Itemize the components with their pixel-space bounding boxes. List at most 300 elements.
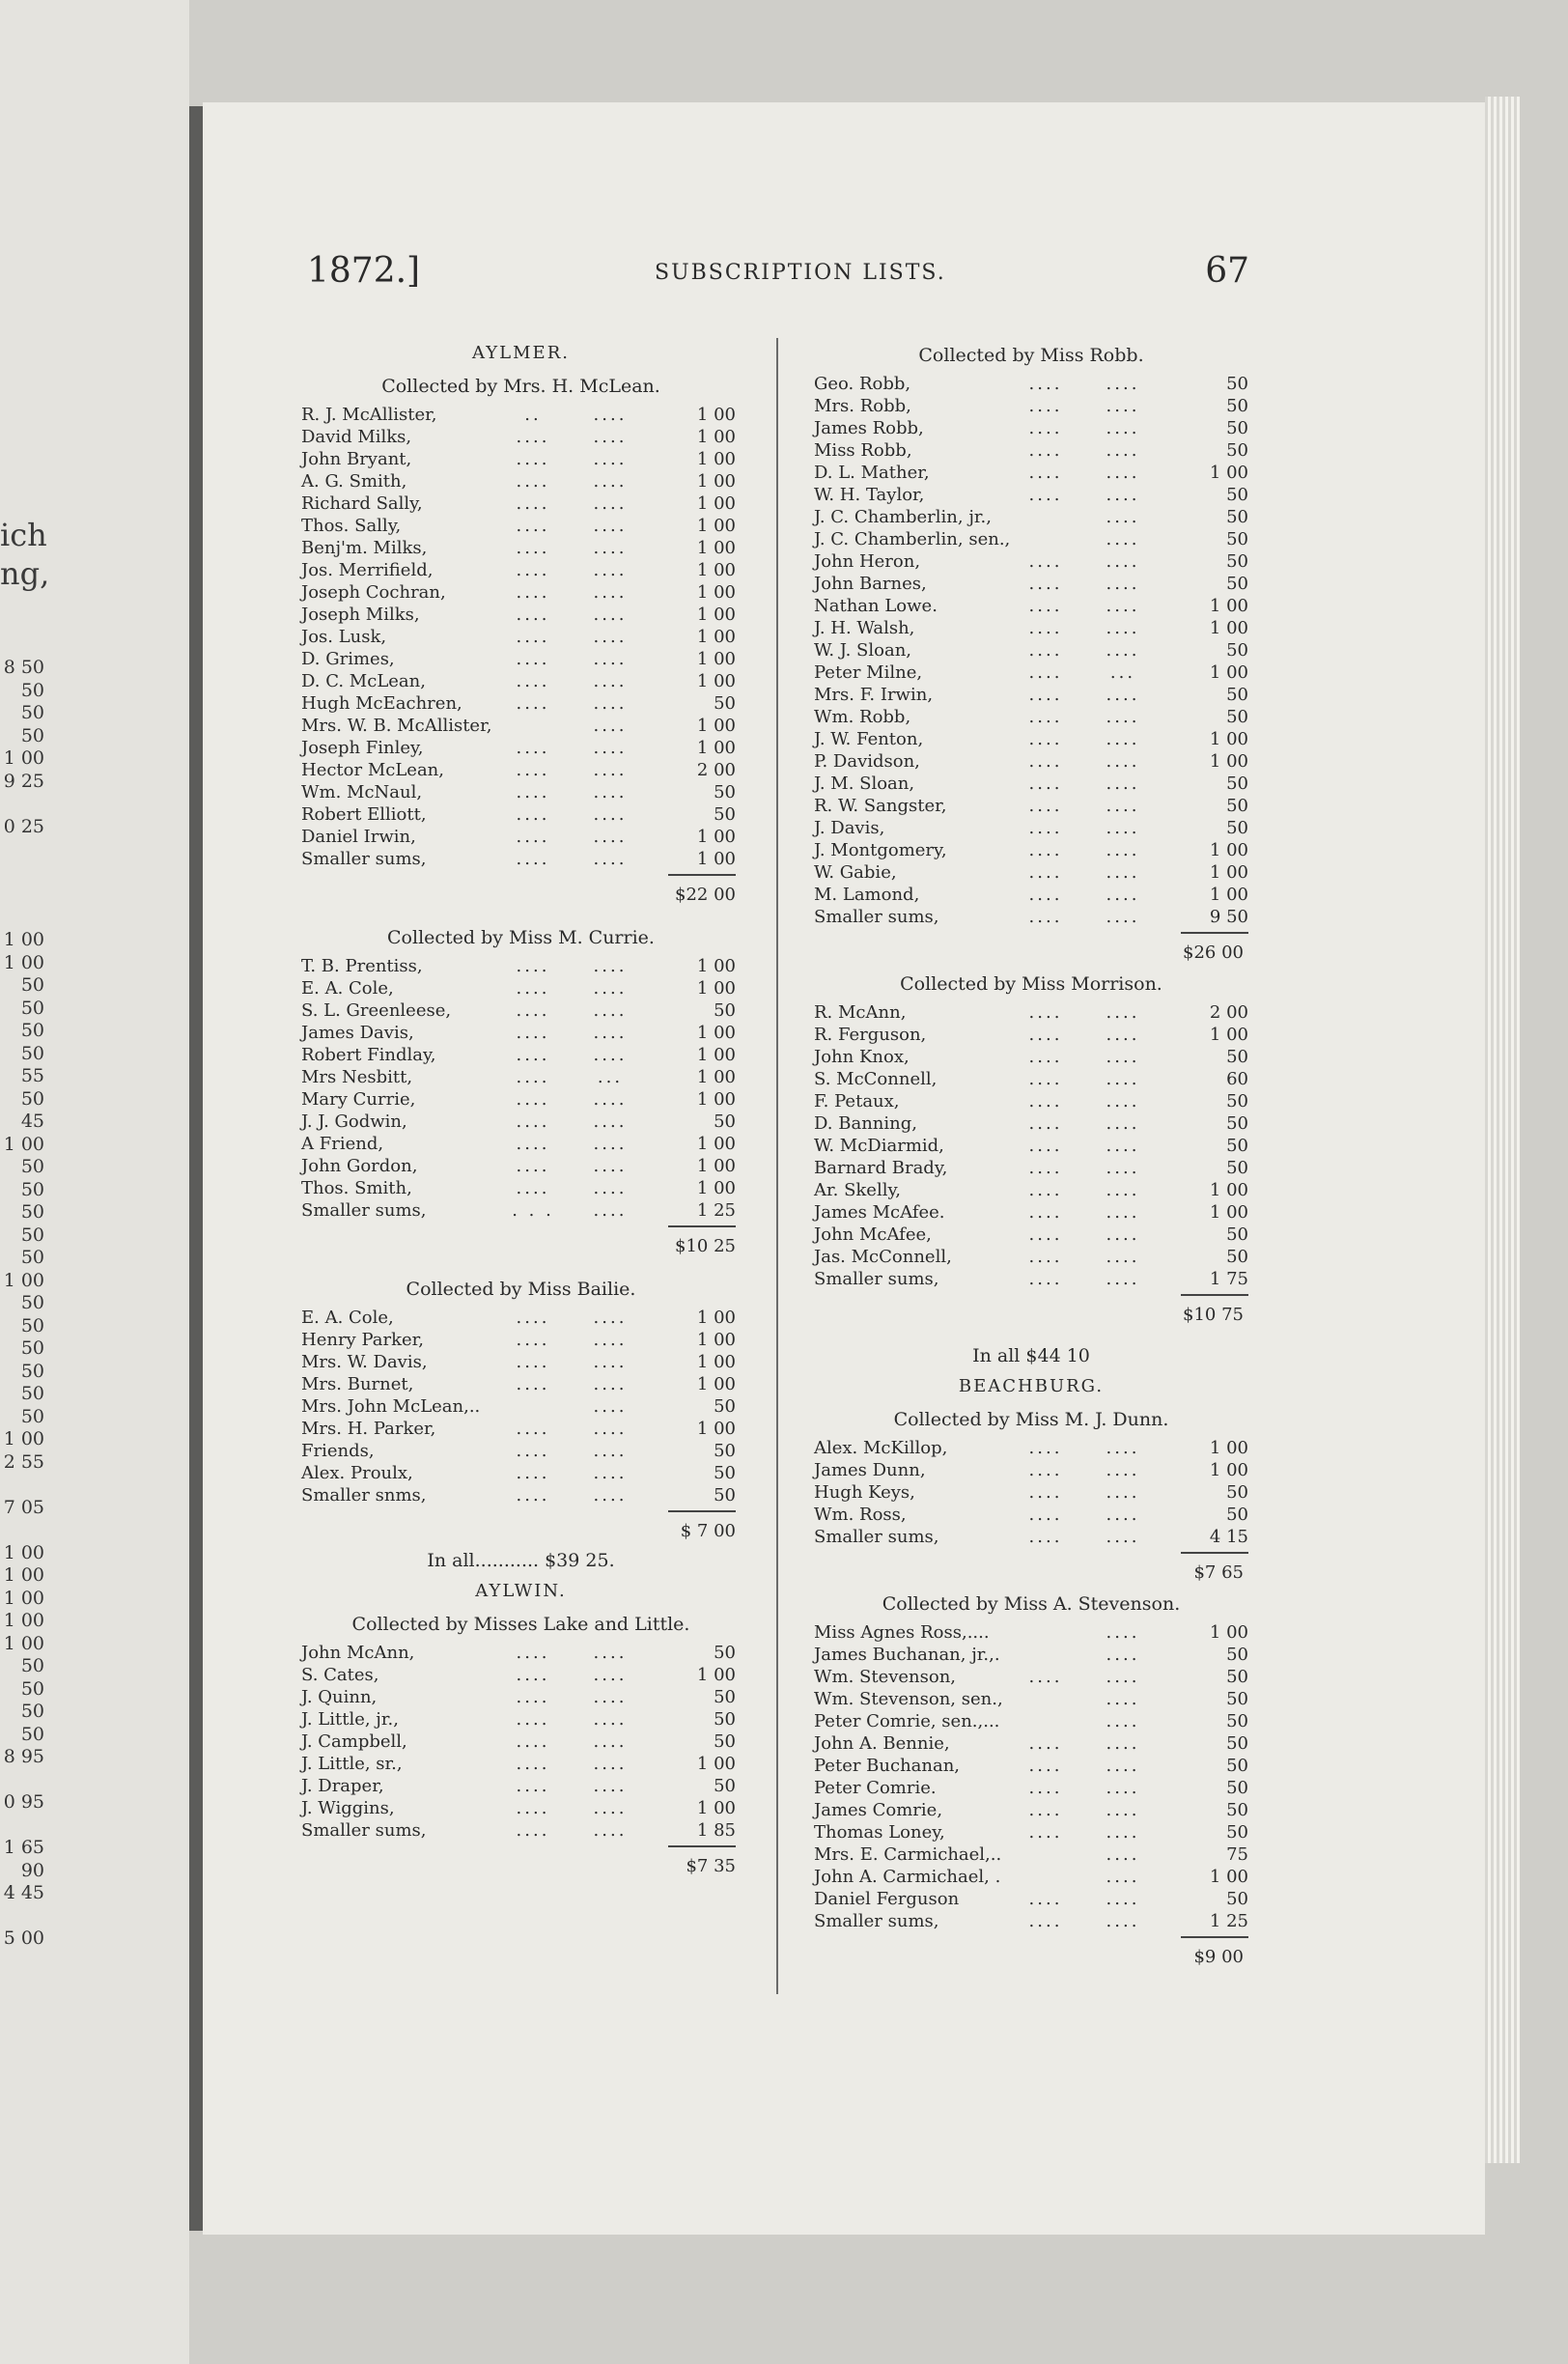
subscriber-name: Richard Sally, [301,493,423,514]
leader-dots: .... [1106,574,1140,594]
subscriber-name: R. W. Sangster, [814,796,947,816]
subscriber-row [301,1044,741,1066]
subscriber-row [814,750,1248,773]
prev-page-amount: 50 [20,1247,44,1268]
subscriber-row [814,1068,1248,1090]
leader-dots: .... [516,582,550,603]
subscription-amount: 50 [1226,1756,1248,1776]
subscriber-name: Mrs Nesbitt, [301,1067,413,1087]
subscription-amount: 1 00 [1209,840,1248,860]
leader-dots: .... [1028,396,1063,416]
subscriber-name: Mrs. W. B. McAllister, [301,716,492,736]
subscriber-name: Peter Comrie. [814,1778,937,1798]
subscriber-row [814,1621,1248,1644]
subscription-amount: 1 00 [696,1045,736,1065]
subscription-amount: 50 [1226,1733,1248,1754]
previous-page-fragment [0,0,189,2364]
collector-heading: Collected by Miss A. Stevenson. [882,1593,1181,1615]
subscriber-row [301,1664,741,1686]
subscription-amount: 50 [714,1485,736,1506]
subscription-amount: 1 25 [1209,1911,1248,1931]
subscription-amount: 50 [1226,551,1248,572]
subscription-amount: 50 [1226,774,1248,794]
subscription-amount: 1 00 [696,471,736,492]
prev-page-amount: 90 [20,1859,44,1881]
subscriber-row [301,448,741,470]
subscriber-name: Alex. Proulx, [301,1463,413,1483]
subscription-amount: 50 [714,1731,736,1752]
subscriber-name: Ar. Skelly, [814,1180,901,1200]
total-rule [1181,1552,1248,1560]
subscriber-name: J. Campbell, [301,1731,407,1752]
leader-dots: .... [516,956,550,976]
subscription-amount: 1 00 [696,1352,736,1372]
subscription-amount: 50 [714,1776,736,1796]
leader-dots: .... [593,516,628,536]
prev-page-amount: 0 25 [3,815,44,837]
subscription-amount: 1 00 [696,1156,736,1176]
leader-dots: .... [593,1754,628,1774]
subscriber-row [814,1201,1248,1224]
subscriber-name: Thos. Sally, [301,516,402,536]
prev-page-text-2: ng, [0,555,50,592]
subscription-amount: 50 [714,1396,736,1417]
subscription-amount: 1 00 [1209,1180,1248,1200]
subscription-amount: 1 00 [696,1023,736,1043]
prev-page-amount: 1 00 [3,1587,44,1609]
subscription-amount: 50 [1226,1091,1248,1112]
subscriber-name: Henry Parker, [301,1330,424,1350]
subscription-amount: 50 [1226,507,1248,527]
subscriber-row [814,617,1248,639]
subscription-amount: 1 00 [696,738,736,758]
subscriber-row [301,1440,741,1462]
prev-page-amount: 50 [20,724,44,746]
collector-heading: Collected by Mrs. H. McLean. [381,376,660,397]
subscriber-row [814,1046,1248,1068]
subscriber-name: Daniel Ferguson [814,1889,960,1909]
subscriber-name: Thomas Loney, [814,1822,945,1843]
leader-dots: .... [1028,1889,1063,1909]
leader-dots: .... [516,1709,550,1730]
subscriber-name: John Gordon, [301,1156,418,1176]
subscriber-name: Jos. Lusk, [301,627,387,647]
leader-dots: .... [1028,707,1063,727]
subscriber-row [814,417,1248,439]
subscriber-row [301,1462,741,1484]
subscriber-name: Hugh McEachren, [301,693,462,714]
leader-dots: .... [1106,1822,1140,1843]
subscriber-name: Mrs. Robb, [814,396,911,416]
subscription-amount: 50 [1226,1667,1248,1687]
leader-dots: .... [516,1308,550,1328]
leader-dots: .... [1028,796,1063,816]
subscriber-name: Smaller sums, [814,1527,939,1547]
prev-page-amount: 1 00 [3,929,44,950]
section-title-aylmer: AYLMER. [472,343,570,363]
subscriber-name: D. Banning, [814,1113,917,1134]
subscriber-row [814,1732,1248,1755]
subscriber-row [301,559,741,581]
leader-dots: .... [1106,1069,1140,1089]
subscription-amount: 1 85 [696,1820,736,1841]
leader-dots: .... [1106,840,1140,860]
leader-dots: .... [516,671,550,691]
subscriber-row [301,1395,741,1418]
subscriber-row [814,1001,1248,1024]
subscriber-name: Mrs. Burnet, [301,1374,414,1394]
subscription-amount: 1 00 [1209,1622,1248,1643]
leader-dots: .... [516,1463,550,1483]
subscriber-name: W. J. Sloan, [814,640,912,661]
leader-dots: .... [1028,818,1063,838]
subscriber-row [301,737,741,759]
group-total: $10 25 [675,1236,736,1256]
leader-dots: .... [593,1396,628,1417]
subscription-amount: 50 [1226,1158,1248,1178]
subscription-amount: 50 [1226,1822,1248,1843]
subscription-amount: 1 00 [696,560,736,580]
leader-dots: .... [1106,1269,1140,1289]
subscription-amount: 50 [1226,374,1248,394]
prev-page-amount: 50 [20,1360,44,1382]
leader-dots: .... [593,804,628,825]
leader-dots: .... [1106,1667,1140,1687]
leader-dots: .... [1028,1047,1063,1067]
subscriber-row [301,426,741,448]
leader-dots: .... [516,827,550,847]
subscriber-row [301,826,741,848]
prev-page-amount: 50 [20,1156,44,1177]
subscription-amount: 50 [1226,1711,1248,1731]
subscription-amount: 50 [1226,1136,1248,1156]
leader-dots: .... [1028,1438,1063,1458]
leader-dots: .... [593,1665,628,1685]
prev-page-amount: 50 [20,1087,44,1110]
book-spine [189,106,203,2231]
subscription-amount: 50 [714,1000,736,1021]
spacer [301,909,741,920]
leader-dots: .... [1028,1269,1063,1289]
subscription-amount: 1 00 [696,827,736,847]
subscriber-name: Smaller sums, [814,1911,939,1931]
subscription-amount: 50 [1226,440,1248,461]
subscription-amount: 1 00 [1209,862,1248,883]
leader-dots: ... [597,1067,624,1087]
subscriber-row [814,1504,1248,1526]
subscriber-name: J. H. Walsh, [814,618,915,638]
leader-dots: .... [1106,1158,1140,1178]
subscriber-name: John Knox, [814,1047,910,1067]
leader-dots: .... [1028,374,1063,394]
leader-dots [494,1395,572,1418]
leader-dots: .... [1028,440,1063,461]
subscriber-name: John Heron, [814,551,921,572]
leader-dots: .... [593,849,628,869]
subscriber-row [814,1688,1248,1710]
leader-dots: .... [1028,1756,1063,1776]
leader-dots: .... [1106,729,1140,749]
leader-dots [1007,1621,1084,1644]
leader-dots: .... [1106,1247,1140,1267]
leader-dots: .... [1106,1025,1140,1045]
leader-dots: .... [516,1731,550,1752]
leader-dots: .... [593,1687,628,1707]
left-column [301,338,741,1880]
leader-dots: .... [1106,418,1140,438]
subscriber-name: W. McDiarmid, [814,1136,944,1156]
subscription-amount: 1 00 [696,538,736,558]
subscriber-row [814,528,1248,550]
leader-dots: .... [1028,1136,1063,1156]
leader-dots: .... [516,449,550,469]
leader-dots: .... [593,1485,628,1506]
leader-dots: .... [1028,1002,1063,1023]
subscription-amount: 1 25 [696,1200,736,1221]
collector-heading: Collected by Miss Bailie. [406,1279,636,1300]
subscriber-name: David Milks, [301,427,412,447]
subscriber-name: Mrs. E. Carmichael,.. [814,1844,1002,1865]
prev-page-amount: 50 [20,1020,44,1041]
subscriber-name: Joseph Milks, [301,605,420,625]
leader-dots: .... [593,693,628,714]
subscriber-name: J. Montgomery, [814,840,947,860]
subscriber-name: Mrs. John McLean,.. [301,1396,481,1417]
leader-dots: .... [1106,1224,1140,1245]
leader-dots: .... [1028,751,1063,772]
leader-dots: .... [1106,1622,1140,1643]
subscriber-row [814,639,1248,661]
leader-dots: .... [593,493,628,514]
subscriber-row [301,955,741,977]
subscription-amount: 50 [1226,485,1248,505]
prev-page-amount: 0 95 [3,1791,44,1813]
leader-dots: .... [593,582,628,603]
collector-heading: Collected by Miss Morrison. [900,973,1162,995]
right-column [814,338,1248,1971]
leader-dots: .... [593,1463,628,1483]
subscriber-name: W. Gabie, [814,862,897,883]
subscriber-name: J. Wiggins, [301,1798,395,1818]
leader-dots: .... [593,1045,628,1065]
subscriber-name: Thos. Smith, [301,1178,412,1198]
leader-dots: .... [1028,551,1063,572]
prev-page-amount: 1 00 [3,1610,44,1631]
leader-dots: .... [516,738,550,758]
spacer [301,1260,741,1272]
subscriber-name: John A. Bennie, [814,1733,950,1754]
subscription-amount: 50 [714,804,736,825]
subscriber-name: Peter Buchanan, [814,1756,961,1776]
subscriber-name: J. Little, sr., [301,1754,403,1774]
prev-page-text-1: ich [0,517,47,553]
subscription-amount: 50 [714,693,736,714]
subscriber-name: Geo. Robb, [814,374,911,394]
leader-dots: .... [1106,374,1140,394]
subscription-amount: 60 [1226,1069,1248,1089]
subscription-amount: 50 [1226,1800,1248,1820]
subscriber-name: John Bryant, [301,449,412,469]
leader-dots: .. [524,405,542,425]
subscriber-row [301,1177,741,1199]
prev-page-amount: 1 00 [3,747,44,769]
subscriber-row [814,1135,1248,1157]
subscriber-row [301,670,741,692]
subscriber-row [301,1775,741,1797]
subscriber-row [814,506,1248,528]
leader-dots: .... [1106,1136,1140,1156]
leader-dots: .... [516,1820,550,1841]
leader-dots: .... [516,516,550,536]
leader-dots: .... [1028,1460,1063,1480]
leader-dots: .... [593,627,628,647]
subscriber-name: S. McConnell, [814,1069,938,1089]
leader-dots: .... [593,1112,628,1132]
subscription-amount: 1 00 [696,1089,736,1110]
subscription-amount: 1 00 [1209,885,1248,905]
subscriber-name: Wm. Stevenson, sen., [814,1689,1003,1709]
leader-dots: .... [1106,1202,1140,1223]
leader-dots: .... [516,693,550,714]
subscriber-name: James Davis, [301,1023,414,1043]
prev-page-amount: 7 05 [3,1496,44,1518]
subscriber-row [814,661,1248,684]
leader-dots: .... [1028,1025,1063,1045]
subscription-amount: 1 00 [696,1067,736,1087]
leader-dots: .... [593,1330,628,1350]
leader-dots: .... [1106,907,1140,927]
leader-dots: .... [1106,1002,1140,1023]
leader-dots: .... [593,1374,628,1394]
leader-dots: .... [516,1776,550,1796]
subscription-amount: 2 00 [696,760,736,780]
subscription-amount: 1 00 [696,671,736,691]
leader-dots: .... [1106,1867,1140,1887]
leader-dots: .... [1028,907,1063,927]
subscription-amount: 1 00 [696,405,736,425]
leader-dots: .... [593,738,628,758]
leader-dots: .... [1028,1505,1063,1525]
leader-dots: .... [1106,1844,1140,1865]
subscription-amount: 4 15 [1209,1527,1248,1547]
leader-dots: .... [516,1156,550,1176]
subscriber-row [814,1090,1248,1112]
subscriber-row [814,839,1248,861]
leader-dots: .... [1028,485,1063,505]
leader-dots: .... [516,1643,550,1663]
leader-dots: .... [1106,1645,1140,1665]
subscriber-row [814,1157,1248,1179]
leader-dots: .... [1106,463,1140,483]
leader-dots: .... [1028,729,1063,749]
prev-page-amount: 50 [20,997,44,1019]
leader-dots: .... [516,1112,550,1132]
subscription-amount: 50 [1226,796,1248,816]
subscription-amount: 50 [714,1463,736,1483]
leader-dots: .... [1106,707,1140,727]
subscription-amount: 1 00 [1209,662,1248,683]
subscriber-name: E. A. Cole, [301,978,394,999]
leader-dots: .... [593,449,628,469]
subscriber-row [301,803,741,826]
subscriber-row [301,515,741,537]
leader-dots: .... [1028,774,1063,794]
leader-dots: .... [1106,1180,1140,1200]
subscription-amount: 1 00 [1209,1867,1248,1887]
leader-dots: .... [1106,1505,1140,1525]
leader-dots: .... [516,1134,550,1154]
subscriber-name: James Dunn, [814,1460,926,1480]
subscriber-row [814,595,1248,617]
leader-dots: .... [1106,1689,1140,1709]
subscription-amount: 50 [714,782,736,802]
prev-page-amount: 1 65 [3,1837,44,1858]
subscriber-row [814,1179,1248,1201]
leader-dots: .... [1106,440,1140,461]
subscriber-name: J. Quinn, [301,1687,378,1707]
spacer [814,1329,1248,1340]
subscriber-row [301,1797,741,1819]
subscription-amount: 1 00 [696,1374,736,1394]
subscriber-row [301,1753,741,1775]
subscriber-row [301,1133,741,1155]
leader-dots: .... [1106,551,1140,572]
leader-dots: .... [1028,1247,1063,1267]
subscription-amount: 50 [1226,685,1248,705]
prev-page-amount: 50 [20,1655,44,1676]
subscription-amount: 1 00 [696,1330,736,1350]
leader-dots: .... [516,627,550,647]
leader-dots: .... [1106,1778,1140,1798]
subscriber-name: D. L. Mather, [814,463,930,483]
subscriber-row [814,1821,1248,1843]
subscriber-row [814,1777,1248,1799]
group-total: $ 7 00 [680,1521,736,1541]
subscriber-row [301,759,741,781]
prev-page-amount: 1 00 [3,1541,44,1563]
leader-dots: .... [1028,463,1063,483]
subscription-amount: 1 00 [696,1419,736,1439]
subscriber-name: John A. Carmichael, . [814,1867,1001,1887]
leader-dots: .... [1106,485,1140,505]
subscriber-row [301,404,741,426]
subscriber-name: Benj'm. Milks, [301,538,428,558]
leader-dots: .... [593,1178,628,1198]
prev-page-amount: 2 55 [3,1450,44,1473]
prev-page-amount: 50 [20,1314,44,1337]
subscription-amount: 1 00 [696,956,736,976]
subscription-amount: 1 00 [696,716,736,736]
subscription-amount: 50 [1226,1047,1248,1067]
leader-dots: .... [1028,1224,1063,1245]
leader-dots: .... [1106,1113,1140,1134]
subscription-amount: 50 [1226,1113,1248,1134]
subscription-amount: 75 [1226,1844,1248,1865]
subscriber-name: A Friend, [301,1134,384,1154]
subscription-amount: 1 00 [696,978,736,999]
subscriber-row [301,1686,741,1708]
subscriber-row [301,648,741,670]
leader-dots: .... [593,560,628,580]
group-total: $26 00 [1183,943,1244,963]
subscription-amount: 50 [1226,1247,1248,1267]
subscriber-name: Wm. McNaul, [301,782,423,802]
leader-dots: .... [593,427,628,447]
subscriber-row [814,1666,1248,1688]
leader-dots: .... [1106,1711,1140,1731]
subscriber-name: Smaller sums, [301,849,427,869]
leader-dots: .... [516,471,550,492]
